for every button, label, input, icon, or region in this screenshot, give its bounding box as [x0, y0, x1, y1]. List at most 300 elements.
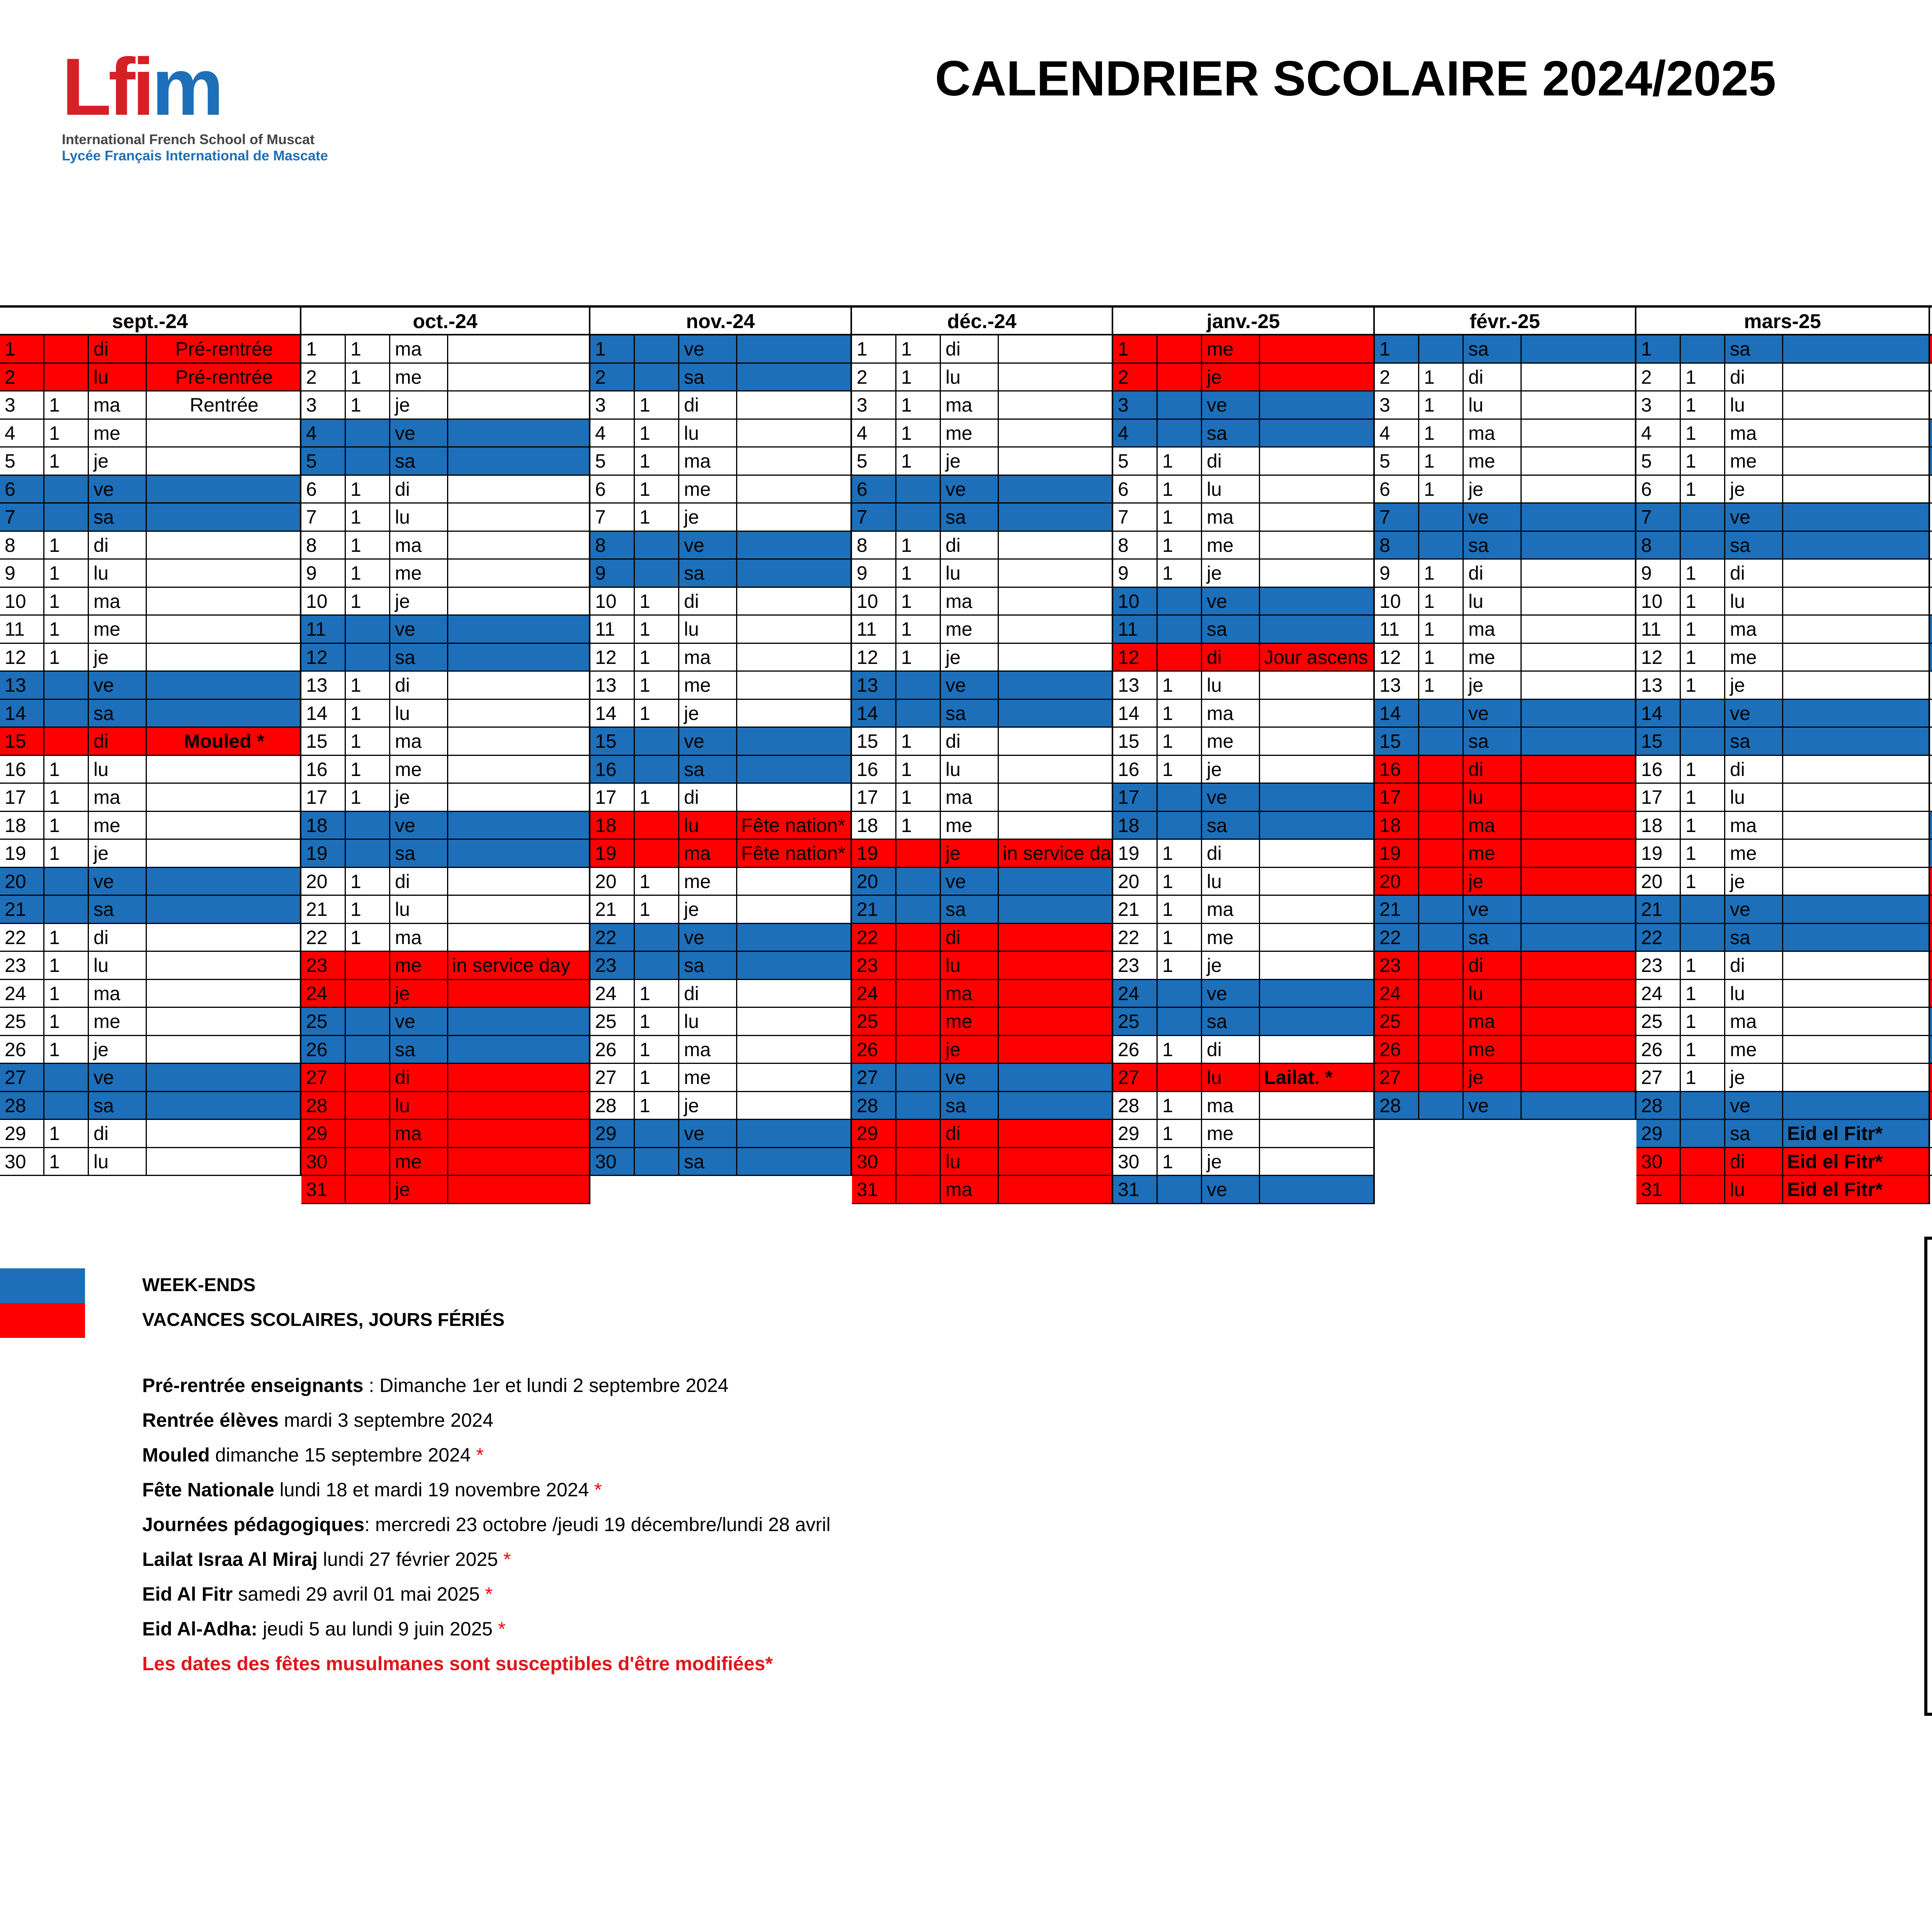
weekday-abbr: ve [679, 728, 737, 755]
day-event-label [448, 588, 590, 615]
school-day-marker [635, 924, 679, 951]
school-day-marker [1419, 924, 1464, 951]
school-day-marker [44, 1092, 89, 1119]
day-row [1375, 588, 1636, 616]
weekday-abbr: lu [679, 616, 737, 643]
school-day-marker: 1 [346, 476, 390, 503]
day-row [301, 644, 590, 672]
weekday-abbr: ve [679, 1120, 737, 1147]
day-event-label [999, 532, 1113, 559]
day-row [0, 840, 301, 868]
school-day-marker: 1 [44, 448, 89, 475]
weekday-abbr: me [1725, 840, 1783, 867]
day-number: 28 [1375, 1092, 1419, 1119]
day-event-label [1260, 924, 1375, 951]
day-row [852, 952, 1113, 980]
weekday-abbr: je [1202, 364, 1260, 391]
weekday-abbr: sa [1464, 335, 1522, 362]
day-row [852, 532, 1113, 560]
day-number: 5 [590, 448, 635, 475]
weekday-abbr: sa [1202, 420, 1260, 447]
day-number: 5 [1636, 448, 1681, 475]
weekday-abbr: di [89, 1120, 147, 1147]
day-number: 25 [852, 1008, 896, 1035]
day-event-label [1260, 952, 1375, 979]
weekday-abbr: ve [1202, 588, 1260, 615]
day-number: 12 [1375, 644, 1419, 671]
weekday-abbr: di [1202, 1036, 1260, 1063]
school-day-marker: 1 [1419, 560, 1464, 587]
school-day-marker: 1 [1419, 364, 1464, 391]
day-row [590, 335, 852, 364]
weekday-abbr: ve [1202, 1176, 1260, 1203]
day-event-label [737, 756, 852, 783]
day-row [1113, 1176, 1375, 1204]
weekday-abbr: ma [941, 588, 999, 615]
day-number: 30 [852, 1148, 896, 1175]
school-day-marker [635, 560, 679, 587]
school-day-marker: 1 [1681, 672, 1725, 699]
day-row [1375, 1064, 1636, 1092]
weekday-abbr: je [679, 896, 737, 923]
day-event-label [999, 560, 1113, 587]
day-number: 25 [1375, 1008, 1419, 1035]
muslim-holidays-warning: Les dates des fêtes musulmanes sont susceptibles d'être modifiées* [142, 1653, 773, 1674]
day-event-label [147, 532, 301, 559]
day-row [852, 672, 1113, 700]
weekday-abbr: sa [89, 1092, 147, 1119]
page-title: CALENDRIER SCOLAIRE 2024/2025 [935, 51, 1776, 106]
school-day-marker: 1 [1681, 868, 1725, 895]
day-event-label [147, 672, 301, 699]
weekday-abbr: sa [1725, 1120, 1783, 1147]
day-number: 24 [590, 980, 635, 1007]
day-row [1636, 1092, 1930, 1120]
day-event-label [1260, 335, 1375, 362]
weekday-abbr: ve [1202, 980, 1260, 1007]
day-number [1930, 616, 1932, 643]
weekday-abbr: je [1725, 476, 1783, 503]
weekday-abbr: je [89, 644, 147, 671]
day-event-label [999, 812, 1113, 839]
school-day-marker [896, 896, 941, 923]
day-event-label [1522, 532, 1636, 559]
day-row [1113, 952, 1375, 980]
day-event-label [1522, 700, 1636, 727]
school-day-marker [635, 840, 679, 867]
day-number: 28 [301, 1092, 346, 1119]
note-row: Eid Al Fitr samedi 29 avril 01 mai 2025 * [142, 1583, 493, 1605]
day-row [590, 1148, 852, 1176]
day-number: 7 [852, 504, 896, 531]
day-event-label [1260, 840, 1375, 867]
day-row [0, 728, 301, 756]
school-day-marker [896, 1064, 941, 1091]
school-day-marker: 1 [635, 1008, 679, 1035]
day-row [1930, 756, 1932, 784]
day-number: 13 [1113, 672, 1158, 699]
school-day-marker [635, 952, 679, 979]
school-day-marker: 1 [44, 840, 89, 867]
day-event-label [448, 980, 590, 1007]
day-number: 12 [301, 644, 346, 671]
day-number: 15 [590, 728, 635, 755]
day-event-label [737, 504, 852, 531]
day-row [590, 588, 852, 616]
day-event-label [448, 756, 590, 783]
day-number: 1 [1113, 335, 1158, 362]
legend-holidays: VACANCES SCOLAIRES, JOURS FÉRIÉS [142, 1310, 505, 1330]
day-event-label [448, 532, 590, 559]
day-event-label [1260, 812, 1375, 839]
school-day-marker: 1 [44, 616, 89, 643]
weekday-abbr: di [679, 784, 737, 811]
day-number: 8 [1113, 532, 1158, 559]
day-event-label: Mouled * [184, 730, 265, 752]
day-row [1375, 504, 1636, 532]
day-number: 19 [0, 840, 44, 867]
weekday-abbr: di [1725, 364, 1783, 391]
day-number: 21 [590, 896, 635, 923]
day-row [590, 504, 852, 532]
month-header: janv.-25 [1113, 308, 1375, 335]
day-row [852, 924, 1113, 952]
weekday-abbr: me [679, 868, 737, 895]
weekday-abbr: di [390, 1064, 448, 1091]
school-day-marker [346, 1092, 390, 1119]
day-event-label [737, 1092, 852, 1119]
day-number [1930, 448, 1932, 475]
day-row [1375, 644, 1636, 672]
day-number: 2 [1375, 364, 1419, 391]
day-number [1930, 1148, 1932, 1175]
day-event-label [1522, 980, 1636, 1007]
weekday-abbr: di [941, 924, 999, 951]
weekday-abbr: di [679, 980, 737, 1007]
day-row [0, 1148, 301, 1176]
day-row [852, 616, 1113, 644]
day-event-label [1260, 896, 1375, 923]
day-row [301, 980, 590, 1008]
day-row [1113, 560, 1375, 588]
day-number: 24 [1113, 980, 1158, 1007]
school-day-marker [1419, 868, 1464, 895]
weekday-abbr: ve [679, 924, 737, 951]
day-event-label [1783, 980, 1930, 1007]
day-number: 22 [1113, 924, 1158, 951]
day-number: 21 [1375, 896, 1419, 923]
day-number [1930, 504, 1932, 531]
day-event-label [1522, 728, 1636, 755]
weekday-abbr: ve [941, 476, 999, 503]
weekday-abbr: je [941, 644, 999, 671]
weekday-abbr: lu [1464, 784, 1522, 811]
lfim-logo-english-name: International French School of Muscat [62, 131, 315, 147]
day-row [852, 756, 1113, 784]
school-day-marker [346, 980, 390, 1007]
school-day-marker: 1 [1419, 420, 1464, 447]
day-event-label [1260, 1120, 1375, 1147]
day-row [590, 476, 852, 504]
school-day-marker: 1 [896, 391, 941, 419]
school-day-marker: 1 [635, 896, 679, 923]
weekday-abbr: ma [89, 391, 147, 419]
day-row [301, 896, 590, 924]
school-day-marker: 1 [44, 420, 89, 447]
weekday-abbr: lu [1202, 1064, 1260, 1091]
school-day-marker [1158, 335, 1202, 362]
weekday-abbr: ve [941, 1064, 999, 1091]
day-number: 23 [590, 952, 635, 979]
day-row [301, 868, 590, 896]
school-day-marker: 1 [1681, 812, 1725, 839]
day-number: 8 [301, 532, 346, 559]
school-day-marker: 1 [635, 616, 679, 643]
calendar-grid [0, 305, 1932, 1204]
month-header: oct.-24 [301, 308, 590, 335]
school-day-marker [44, 476, 89, 503]
weekday-abbr: me [89, 616, 147, 643]
weekday-abbr: di [1464, 364, 1522, 391]
day-row [590, 840, 852, 868]
day-number: 19 [301, 840, 346, 867]
weekday-abbr: ve [390, 1008, 448, 1035]
day-event-label [999, 1176, 1113, 1203]
day-number: 12 [0, 644, 44, 671]
day-row [1930, 560, 1932, 588]
weekday-abbr: di [941, 532, 999, 559]
day-row [852, 812, 1113, 840]
school-day-marker: 1 [1419, 644, 1464, 671]
weekday-abbr: me [1725, 448, 1783, 475]
day-row [1375, 335, 1636, 364]
day-event-label [1783, 812, 1930, 839]
day-number: 28 [0, 1092, 44, 1119]
day-row [301, 728, 590, 756]
school-day-marker: 1 [346, 504, 390, 531]
day-number: 1 [0, 335, 44, 362]
day-row [1636, 896, 1930, 924]
weekday-abbr: lu [1725, 1176, 1783, 1203]
day-event-label [737, 1148, 852, 1175]
day-number: 22 [1636, 924, 1681, 951]
day-row [301, 616, 590, 644]
day-row [590, 1092, 852, 1120]
school-day-marker: 1 [1681, 952, 1725, 979]
weekday-abbr: me [941, 812, 999, 839]
school-day-marker [1681, 1176, 1725, 1203]
weekday-abbr: lu [1725, 391, 1783, 419]
day-row [0, 1064, 301, 1092]
day-event-label [448, 728, 590, 755]
day-row [1930, 840, 1932, 868]
day-row [1375, 700, 1636, 728]
day-number: 20 [1636, 868, 1681, 895]
day-number: 13 [301, 672, 346, 699]
school-day-marker [1419, 504, 1464, 531]
school-day-marker: 1 [1681, 840, 1725, 867]
day-number: 9 [852, 560, 896, 587]
weekday-abbr: je [390, 980, 448, 1007]
day-number: 6 [590, 476, 635, 503]
day-event-label [448, 784, 590, 811]
school-day-marker [1681, 532, 1725, 559]
weekday-abbr: je [941, 1036, 999, 1063]
day-event-label [1260, 980, 1375, 1007]
weekday-abbr: me [679, 1064, 737, 1091]
day-number: 12 [852, 644, 896, 671]
day-row [301, 840, 590, 868]
day-event-label [1522, 644, 1636, 671]
day-event-label [1522, 924, 1636, 951]
day-number: 4 [1636, 420, 1681, 447]
day-number: 18 [852, 812, 896, 839]
weekday-abbr: je [1202, 756, 1260, 783]
day-row [1930, 1092, 1932, 1120]
day-event-label [999, 391, 1113, 419]
day-event-label [999, 952, 1113, 979]
day-row [1636, 952, 1930, 980]
day-number: 14 [301, 700, 346, 727]
weekday-abbr: je [1464, 1064, 1522, 1091]
school-day-marker [1419, 700, 1464, 727]
weekday-abbr: me [89, 420, 147, 447]
day-event-label [147, 1148, 301, 1175]
weekday-abbr: me [1725, 1036, 1783, 1063]
day-number: 18 [1375, 812, 1419, 839]
weekday-abbr: di [390, 868, 448, 895]
day-number: 5 [301, 448, 346, 475]
day-event-label [999, 448, 1113, 475]
school-day-marker: 1 [346, 700, 390, 727]
day-row [301, 420, 590, 448]
weekday-abbr: ma [89, 980, 147, 1007]
day-number: 7 [301, 504, 346, 531]
day-number: 3 [590, 391, 635, 419]
day-number: 4 [852, 420, 896, 447]
school-day-marker: 1 [896, 784, 941, 811]
day-event-label [1783, 420, 1930, 447]
day-number: 18 [590, 812, 635, 839]
weekday-abbr: je [1464, 672, 1522, 699]
weekday-abbr: je [89, 448, 147, 475]
day-event-label [1783, 644, 1930, 671]
weekday-abbr: me [1464, 840, 1522, 867]
school-day-marker: 1 [635, 1092, 679, 1119]
day-row [852, 1092, 1113, 1120]
weekday-abbr: je [1725, 672, 1783, 699]
day-row [1636, 364, 1930, 392]
weekday-abbr: me [1202, 335, 1260, 362]
weekday-abbr: di [1464, 952, 1522, 979]
day-number: 26 [301, 1036, 346, 1063]
day-row [852, 335, 1113, 364]
day-event-label [1260, 700, 1375, 727]
day-event-label [1522, 588, 1636, 615]
day-row [0, 391, 301, 420]
weekday-abbr: lu [941, 364, 999, 391]
day-row [1930, 644, 1932, 672]
school-day-marker [896, 1176, 941, 1203]
day-row [1113, 391, 1375, 420]
day-row [1375, 728, 1636, 756]
school-day-marker [44, 1064, 89, 1091]
day-row [1113, 924, 1375, 952]
day-event-label [1260, 1036, 1375, 1063]
day-number: 20 [1375, 868, 1419, 895]
day-number: 16 [1636, 756, 1681, 783]
day-event-label [999, 335, 1113, 362]
day-event-label [1522, 391, 1636, 419]
day-row [301, 756, 590, 784]
day-row [1930, 672, 1932, 700]
day-event-label: Rentrée [190, 394, 259, 416]
school-day-marker: 1 [1419, 476, 1464, 503]
day-event-label [1783, 756, 1930, 783]
day-row [852, 868, 1113, 896]
school-day-marker: 1 [635, 868, 679, 895]
day-number: 5 [852, 448, 896, 475]
day-number: 17 [1113, 784, 1158, 811]
day-row [852, 420, 1113, 448]
school-day-marker: 1 [44, 812, 89, 839]
day-event-label [737, 420, 852, 447]
school-day-marker [346, 644, 390, 671]
day-number: 9 [1113, 560, 1158, 587]
day-row [1375, 420, 1636, 448]
day-event-label [1260, 448, 1375, 475]
weekday-abbr: me [1464, 1036, 1522, 1063]
day-number: 24 [852, 980, 896, 1007]
weekday-abbr: ma [1464, 420, 1522, 447]
day-number: 10 [1636, 588, 1681, 615]
day-row [1930, 1008, 1932, 1036]
day-event-label [1522, 756, 1636, 783]
school-day-marker [346, 616, 390, 643]
day-number: 14 [0, 700, 44, 727]
day-event-label [737, 728, 852, 755]
school-day-marker: 1 [346, 560, 390, 587]
weekday-abbr: je [679, 504, 737, 531]
weekday-abbr: je [89, 840, 147, 867]
weekday-abbr: di [89, 924, 147, 951]
day-row [1113, 532, 1375, 560]
school-day-marker: 1 [635, 448, 679, 475]
month-header: nov.-24 [590, 308, 852, 335]
note-row: Eid Al-Adha: jeudi 5 au lundi 9 juin 2025 * [142, 1618, 506, 1640]
day-number: 3 [0, 391, 44, 419]
day-number: 7 [590, 504, 635, 531]
day-number: 20 [301, 868, 346, 895]
day-number: 30 [1113, 1148, 1158, 1175]
weekday-abbr: di [89, 728, 147, 755]
day-row [1930, 364, 1932, 392]
day-row [852, 476, 1113, 504]
day-row [301, 1176, 590, 1204]
day-row [1636, 504, 1930, 532]
day-number: 27 [590, 1064, 635, 1091]
day-number: 9 [1375, 560, 1419, 587]
weekday-abbr: lu [89, 364, 147, 391]
school-day-marker [1158, 588, 1202, 615]
day-event-label [1522, 896, 1636, 923]
day-event-label [737, 364, 852, 391]
day-number: 21 [1636, 896, 1681, 923]
day-row [301, 532, 590, 560]
school-day-marker: 1 [346, 391, 390, 419]
day-row [1930, 700, 1932, 728]
school-day-marker: 1 [1681, 448, 1725, 475]
